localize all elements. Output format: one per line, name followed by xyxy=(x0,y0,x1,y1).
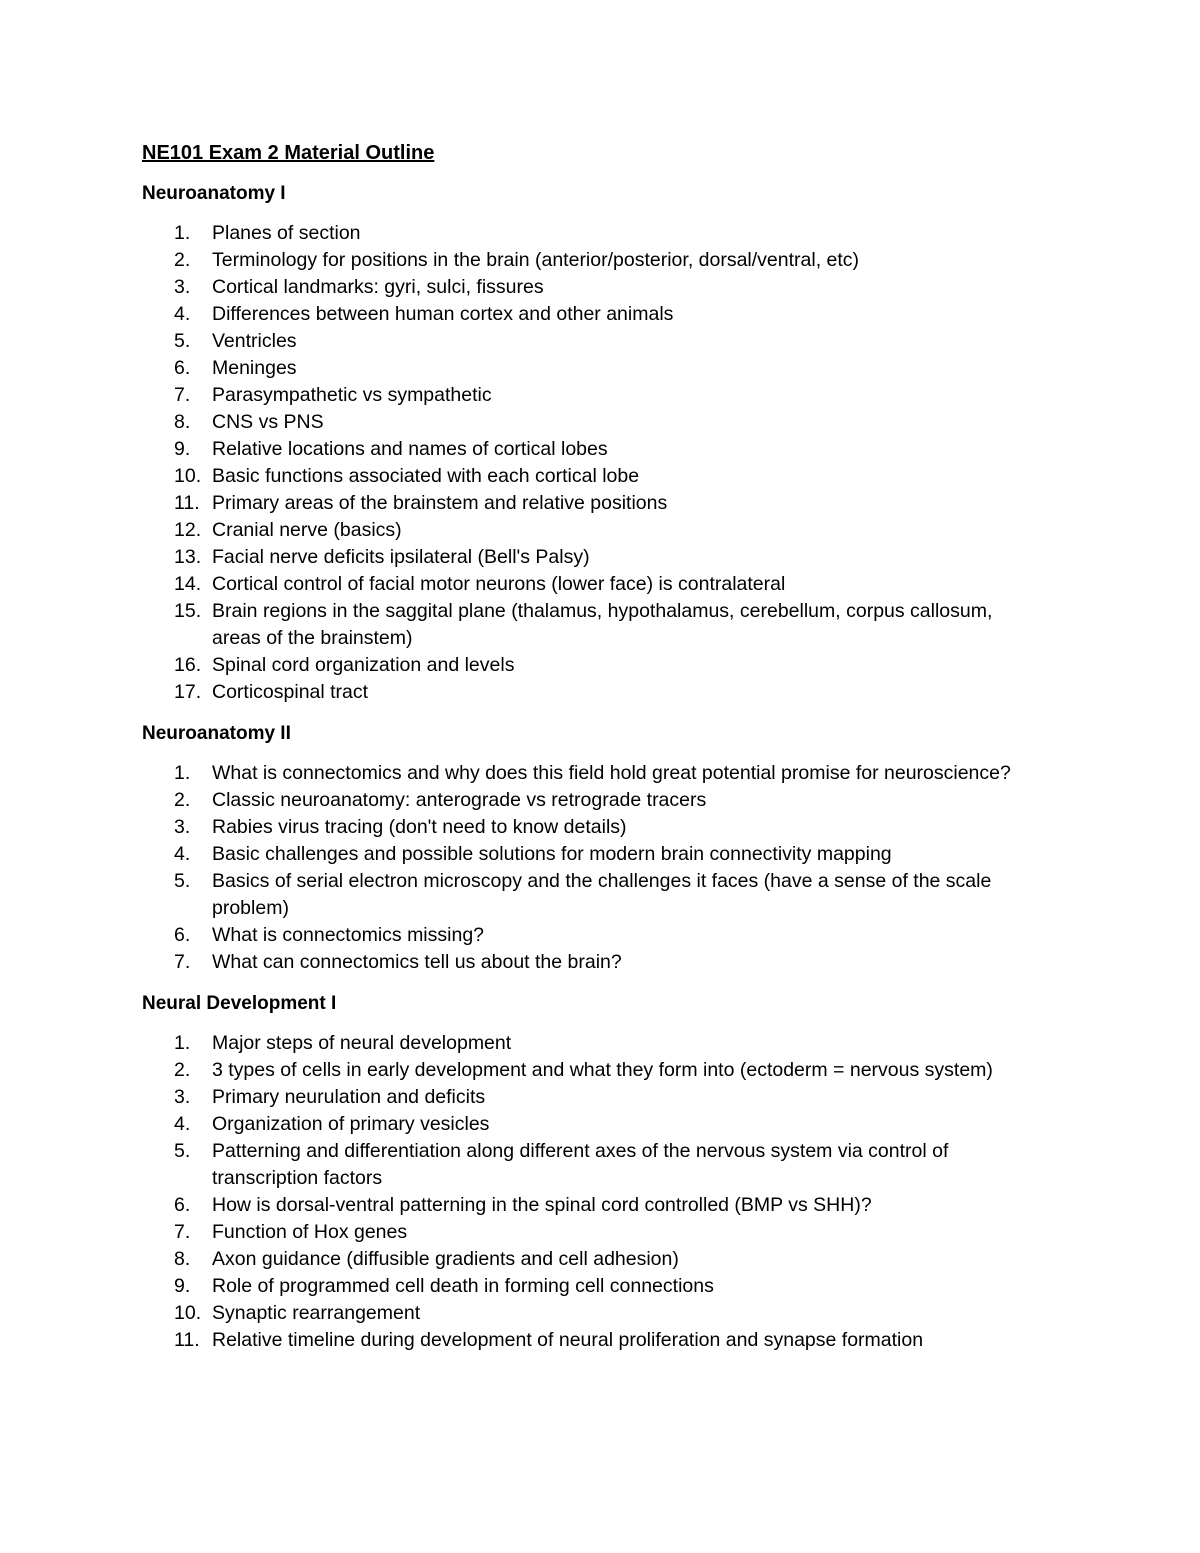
list-item-text: Primary areas of the brainstem and relative positions xyxy=(212,492,668,514)
list-item-text: Patterning and differentiation along different axes of the nervous system via control of transcription factors xyxy=(212,1140,949,1189)
list-item xyxy=(142,922,1042,949)
list-item-text: What is connectomics missing? xyxy=(212,924,485,946)
list-item xyxy=(142,436,1042,463)
list-item xyxy=(142,355,1042,382)
list-item-number: 1. xyxy=(174,222,191,244)
list-item-text: Classic neuroanatomy: anterograde vs retrograde tracers xyxy=(212,789,707,811)
list-item-number: 1. xyxy=(174,1032,191,1054)
list-item xyxy=(142,652,1042,679)
list-item-number: 6. xyxy=(174,1194,191,1216)
list-item xyxy=(142,1057,1042,1084)
list-item-text: Spinal cord organization and levels xyxy=(212,654,515,676)
list-item xyxy=(142,382,1042,409)
list-item xyxy=(142,1084,1042,1111)
list-item-number: 9. xyxy=(174,438,191,460)
list-item-text: Synaptic rearrangement xyxy=(212,1302,421,1324)
list-item xyxy=(142,598,1042,652)
list-item xyxy=(142,1111,1042,1138)
outline-section xyxy=(142,990,1042,1354)
list-item-text: Rabies virus tracing (don't need to know details) xyxy=(212,816,627,838)
list-item-number: 3. xyxy=(174,276,191,298)
list-item xyxy=(142,571,1042,598)
list-item-text: Facial nerve deficits ipsilateral (Bell's Palsy) xyxy=(212,546,590,568)
list-item xyxy=(142,760,1042,787)
list-item-text: 3 types of cells in early development and what they form into (ectoderm = nervous system) xyxy=(212,1059,993,1081)
list-item-number: 8. xyxy=(174,1248,191,1270)
list-item-number: 12. xyxy=(174,519,202,541)
list-item xyxy=(142,1327,1042,1354)
list-item-number: 6. xyxy=(174,357,191,379)
list-item-text: Cortical control of facial motor neurons (lower face) is contralateral xyxy=(212,573,786,595)
list-item-text: Meninges xyxy=(212,357,297,379)
list-item-number: 16. xyxy=(174,654,202,676)
list-item xyxy=(142,787,1042,814)
list-item xyxy=(142,868,1042,922)
list-item-number: 4. xyxy=(174,1113,191,1135)
list-item xyxy=(142,247,1042,274)
list-item-number: 4. xyxy=(174,303,191,325)
list-item-text: Basic functions associated with each cortical lobe xyxy=(212,465,640,487)
section-item-list xyxy=(142,1030,1042,1354)
list-item-text: Function of Hox genes xyxy=(212,1221,408,1243)
outline-section xyxy=(142,180,1042,706)
list-item-text: Ventricles xyxy=(212,330,297,352)
list-item xyxy=(142,1219,1042,1246)
list-item-text: Major steps of neural development xyxy=(212,1032,512,1054)
section-item-list xyxy=(142,220,1042,706)
list-item-text: Primary neurulation and deficits xyxy=(212,1086,486,1108)
list-item xyxy=(142,679,1042,706)
list-item-number: 14. xyxy=(174,573,202,595)
list-item-text: Relative locations and names of cortical lobes xyxy=(212,438,608,460)
list-item xyxy=(142,1246,1042,1273)
list-item-number: 15. xyxy=(174,600,202,622)
list-item-number: 10. xyxy=(174,465,202,487)
list-item xyxy=(142,490,1042,517)
list-item-text: Basics of serial electron microscopy and the challenges it faces (have a sense of the scale problem) xyxy=(212,870,992,919)
section-item-list xyxy=(142,760,1042,976)
list-item-number: 11. xyxy=(174,492,200,514)
list-item-text: Corticospinal tract xyxy=(212,681,369,703)
list-item-number: 8. xyxy=(174,411,191,433)
section-heading: Neuroanatomy I xyxy=(142,183,286,204)
list-item-number: 3. xyxy=(174,816,191,838)
document-title: NE101 Exam 2 Material Outline xyxy=(142,142,435,164)
list-item-text: Cranial nerve (basics) xyxy=(212,519,402,541)
list-item-text: Terminology for positions in the brain (anterior/posterior, dorsal/ventral, etc) xyxy=(212,249,860,271)
list-item xyxy=(142,463,1042,490)
list-item-text: Role of programmed cell death in forming cell connections xyxy=(212,1275,714,1297)
list-item xyxy=(142,220,1042,247)
section-heading: Neural Development I xyxy=(142,993,337,1014)
list-item-number: 5. xyxy=(174,330,191,352)
list-item-text: Axon guidance (diffusible gradients and cell adhesion) xyxy=(212,1248,679,1270)
section-heading: Neuroanatomy II xyxy=(142,723,291,744)
list-item-number: 11. xyxy=(174,1329,200,1351)
list-item xyxy=(142,328,1042,355)
list-item xyxy=(142,1273,1042,1300)
list-item-number: 10. xyxy=(174,1302,202,1324)
list-item xyxy=(142,274,1042,301)
outline-sections xyxy=(142,180,1042,1354)
list-item xyxy=(142,949,1042,976)
list-item-number: 2. xyxy=(174,249,191,271)
list-item-number: 2. xyxy=(174,1059,191,1081)
list-item xyxy=(142,814,1042,841)
list-item-text: How is dorsal-ventral patterning in the spinal cord controlled (BMP vs SHH)? xyxy=(212,1194,872,1216)
list-item-number: 1. xyxy=(174,762,191,784)
list-item-text: Differences between human cortex and other animals xyxy=(212,303,674,325)
list-item-number: 4. xyxy=(174,843,191,865)
list-item-number: 2. xyxy=(174,789,191,811)
list-item xyxy=(142,841,1042,868)
outline-section xyxy=(142,720,1042,976)
list-item-text: Organization of primary vesicles xyxy=(212,1113,490,1135)
list-item-text: Basic challenges and possible solutions for modern brain connectivity mapping xyxy=(212,843,892,865)
list-item-number: 17. xyxy=(174,681,202,703)
list-item xyxy=(142,517,1042,544)
list-item xyxy=(142,1138,1042,1192)
list-item-number: 5. xyxy=(174,870,191,892)
list-item xyxy=(142,409,1042,436)
list-item-number: 7. xyxy=(174,384,191,406)
list-item-text: Parasympathetic vs sympathetic xyxy=(212,384,492,406)
list-item-number: 7. xyxy=(174,1221,191,1243)
list-item-number: 3. xyxy=(174,1086,191,1108)
document-page xyxy=(142,138,1042,1368)
list-item-text: Planes of section xyxy=(212,222,361,244)
list-item-number: 13. xyxy=(174,546,202,568)
list-item-text: What can connectomics tell us about the brain? xyxy=(212,951,622,973)
list-item-text: Brain regions in the saggital plane (thalamus, hypothalamus, cerebellum, corpus callosum, areas of the brainstem) xyxy=(212,600,993,649)
list-item-number: 6. xyxy=(174,924,191,946)
list-item xyxy=(142,1300,1042,1327)
list-item xyxy=(142,301,1042,328)
list-item-text: Cortical landmarks: gyri, sulci, fissures xyxy=(212,276,544,298)
list-item-number: 7. xyxy=(174,951,191,973)
list-item xyxy=(142,1030,1042,1057)
list-item-number: 9. xyxy=(174,1275,191,1297)
list-item-text: CNS vs PNS xyxy=(212,411,324,433)
list-item-text: Relative timeline during development of neural proliferation and synapse formation xyxy=(212,1329,924,1351)
list-item xyxy=(142,1192,1042,1219)
list-item-number: 5. xyxy=(174,1140,191,1162)
list-item xyxy=(142,544,1042,571)
list-item-text: What is connectomics and why does this field hold great potential promise for neuroscience? xyxy=(212,762,1011,784)
